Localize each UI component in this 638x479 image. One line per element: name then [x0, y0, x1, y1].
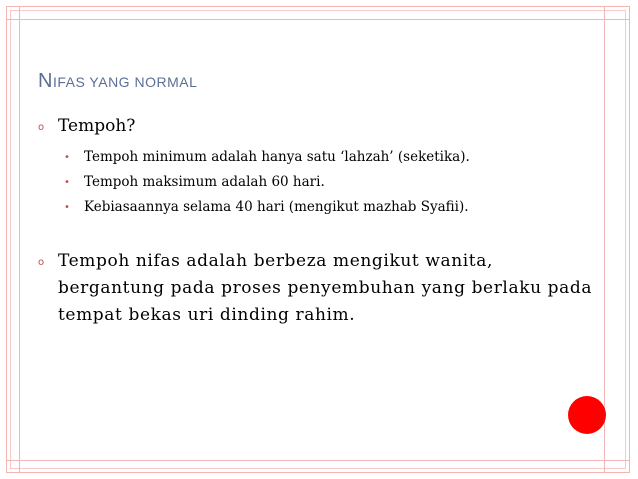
sub-bullet-list	[38, 145, 598, 220]
sub-bullet-text: Kebiasaannya selama 40 hari (mengikut mazhab Syafii).	[84, 199, 469, 215]
dot-bullet-icon: •	[64, 152, 70, 163]
circle-bullet-icon: o	[38, 122, 45, 133]
frame-line-bottom	[6, 460, 630, 461]
frame-line-left	[19, 6, 20, 473]
frame-line-top	[6, 19, 630, 20]
sub-bullet-text: Tempoh minimum adalah hanya satu ‘lahzah’ (seketika).	[84, 149, 470, 165]
slide-title	[38, 70, 197, 93]
sub-bullet-item	[38, 145, 598, 170]
red-circle-decoration	[568, 396, 606, 434]
bullet-text: Tempoh?	[58, 116, 136, 136]
title-first-letter: N	[38, 70, 53, 92]
sub-bullet-item	[38, 170, 598, 195]
frame-line-right	[604, 6, 605, 473]
dot-bullet-icon: •	[64, 202, 70, 213]
title-rest: IFAS YANG NORMAL	[52, 74, 198, 90]
bullet-item-tempoh	[38, 114, 598, 139]
dot-bullet-icon: •	[64, 177, 70, 188]
spacer	[38, 220, 598, 248]
bullet-item-nifas-duration	[38, 248, 598, 329]
sub-bullet-item	[38, 195, 598, 220]
slide-content	[38, 114, 598, 329]
bullet-text: Tempoh nifas adalah berbeza mengikut wanita, bergantung pada proses penyembuhan yang berlaku pada tempat bekas uri dinding rahim.	[58, 251, 593, 325]
sub-bullet-text: Tempoh maksimum adalah 60 hari.	[84, 174, 325, 190]
circle-bullet-icon: o	[38, 257, 45, 268]
